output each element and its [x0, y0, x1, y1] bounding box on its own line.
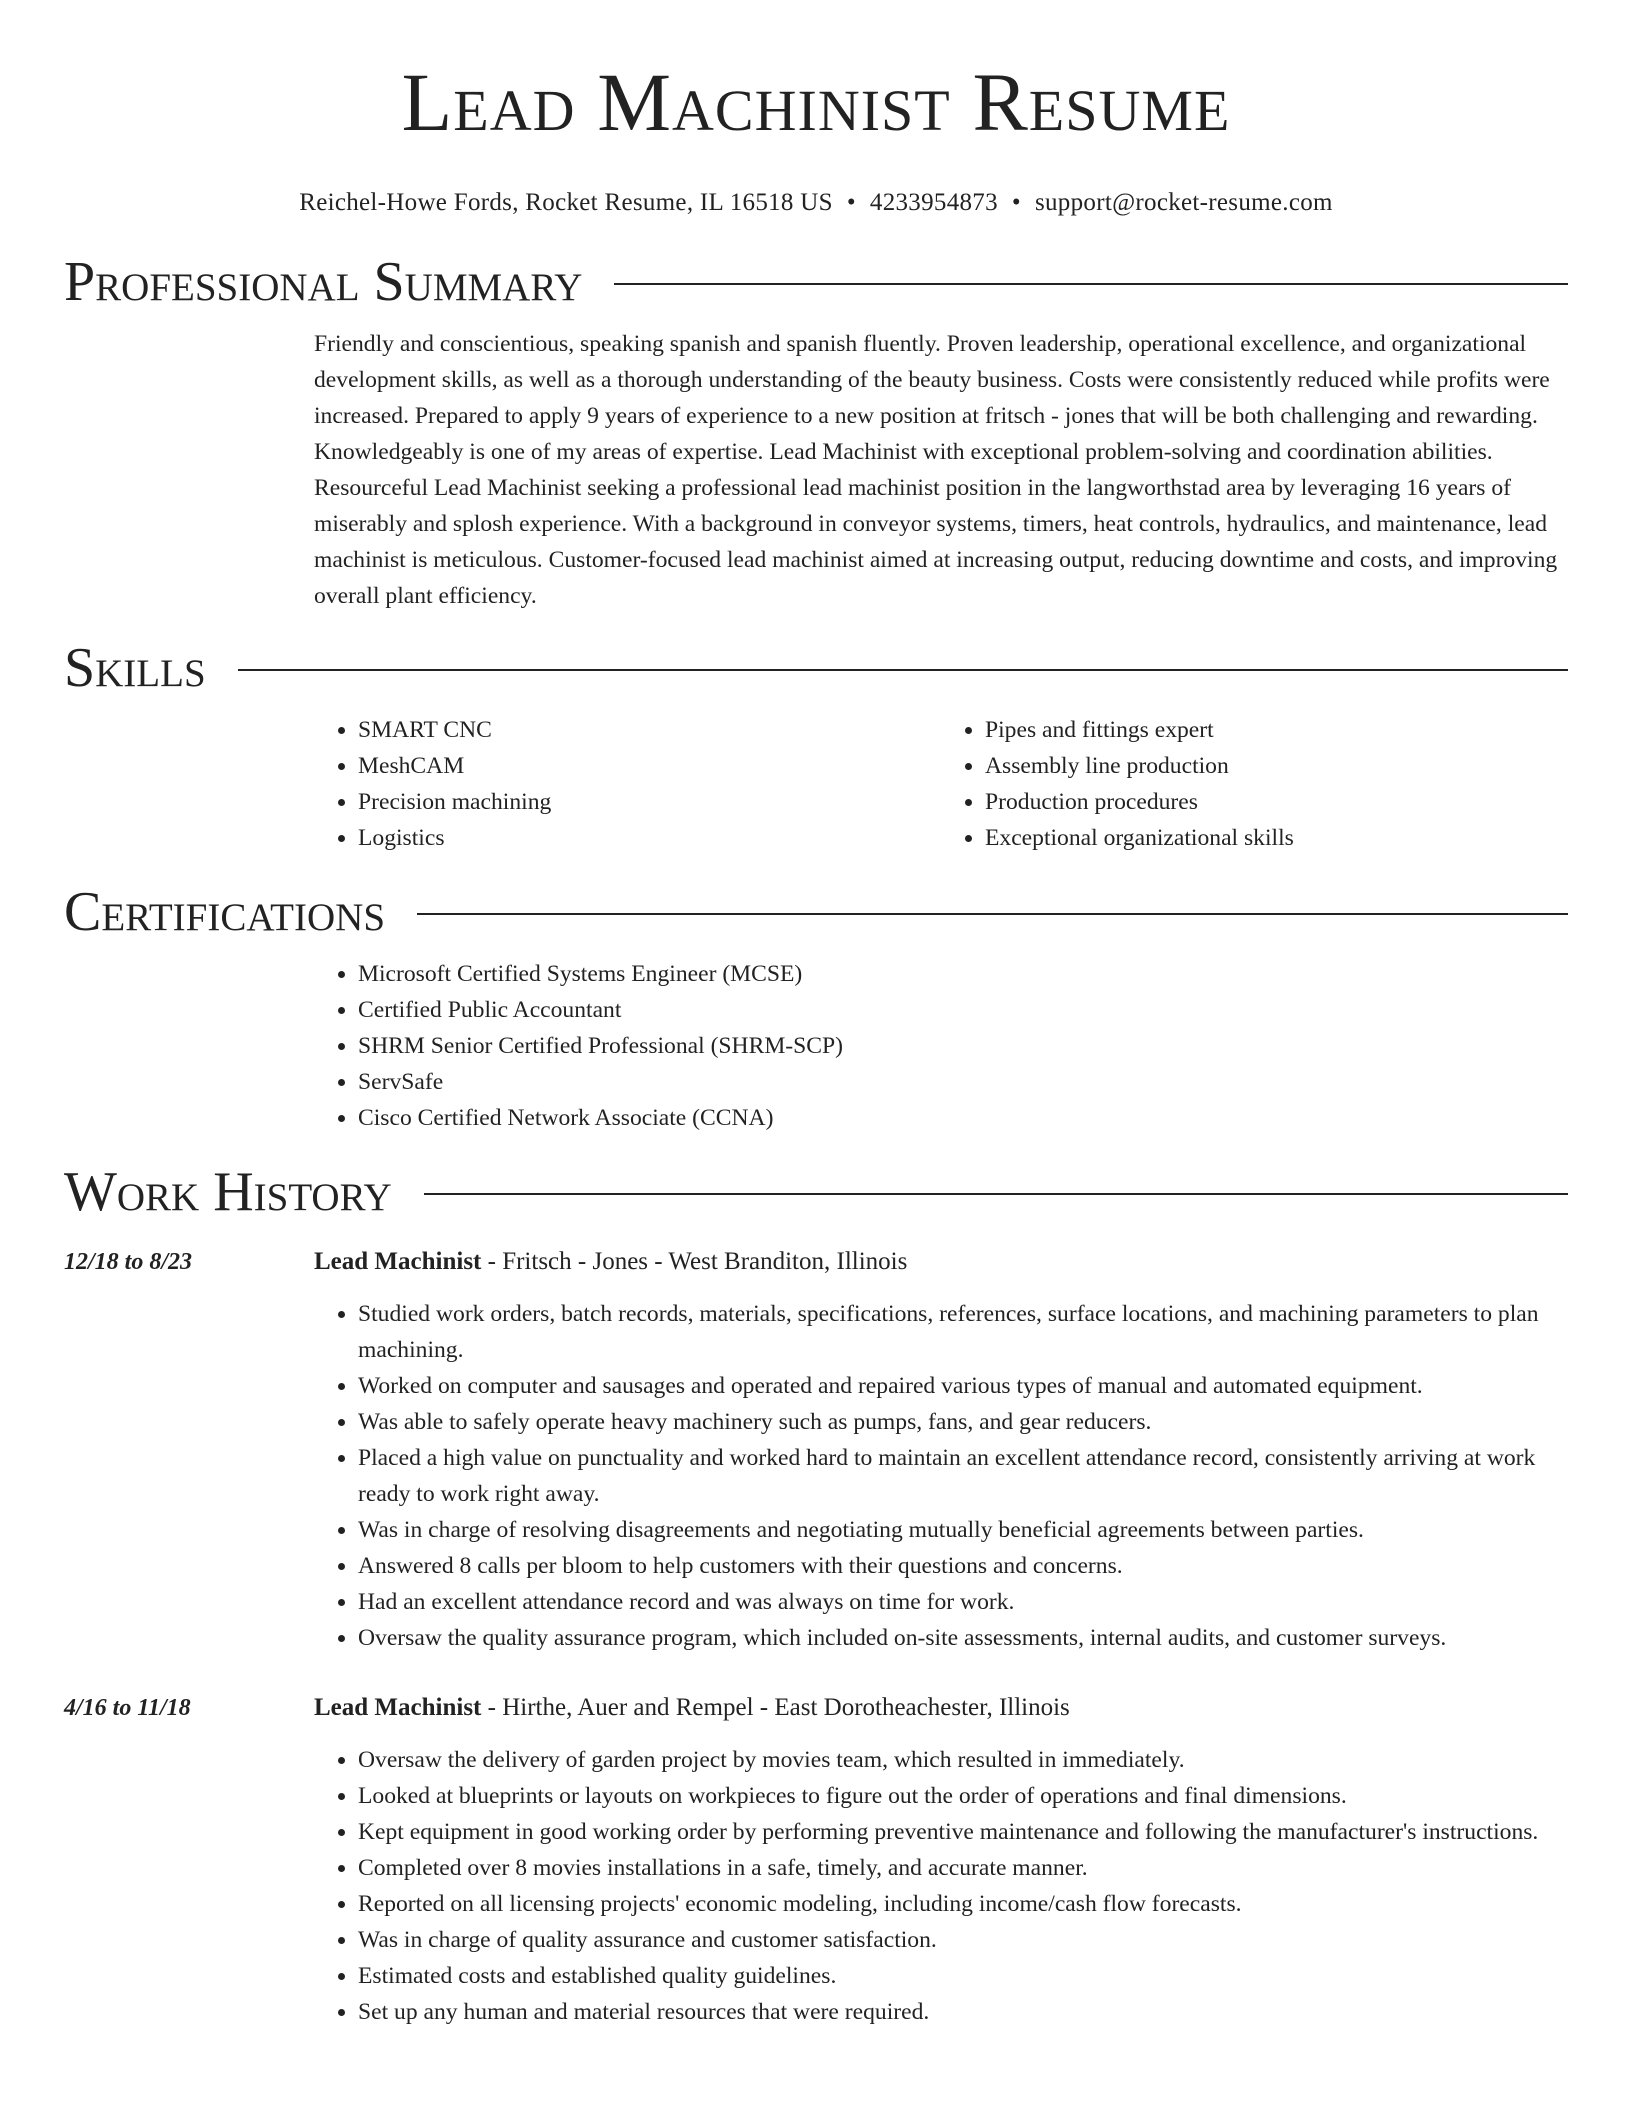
skills-column-left [314, 712, 941, 856]
job-heading [314, 1690, 1568, 1726]
job-bullet: • Reported on all licensing projects' economic modeling, including income/cash flow forecasts. [358, 1886, 1568, 1922]
work-history-heading-text: Work History [64, 1161, 392, 1223]
job-entry [64, 1244, 1568, 1656]
skill-item: • SMART CNC [358, 712, 941, 748]
skill-item: • Pipes and fittings expert [985, 712, 1568, 748]
section-divider [417, 913, 1568, 915]
job-body [314, 1690, 1568, 2030]
job-bullets [314, 1742, 1568, 2030]
skill-item: • MeshCAM [358, 748, 941, 784]
skill-item: • Exceptional organizational skills [985, 820, 1568, 856]
job-bullet: • Answered 8 calls per bloom to help customers with their questions and concerns. [358, 1548, 1568, 1584]
summary-heading-text: Professional Summary [64, 251, 583, 313]
job-bullet: • Was able to safely operate heavy machinery such as pumps, fans, and gear reducers. [358, 1404, 1568, 1440]
job-bullet: • Studied work orders, batch records, materials, specifications, references, surface locations, and machining parameters to plan machining. [358, 1296, 1568, 1368]
summary-text: Friendly and conscientious, speaking spanish and spanish fluently. Proven leadership, operational excellence, and organizational development skills, as well as a thorough understanding of the beauty business. Costs were consistently reduced while profits were increased. Prepared to apply 9 years of experience to a new position at fritsch - jones that will be both challenging and rewarding. Knowledgeably is one of my areas of expertise. Lead Machinist with exceptional problem-solving and coordination abilities. Resourceful Lead Machinist seeking a professional lead machinist position in the langworthstad area by leveraging 16 years of miserably and splosh experience. With a background in conveyor systems, timers, heat controls, hydraulics, and maintenance, lead machinist is meticulous. Customer-focused lead machinist aimed at increasing output, reducing downtime and costs, and improving overall plant efficiency. [314, 331, 1558, 609]
contact-line [0, 188, 1632, 218]
certifications-heading-text: Certifications [64, 881, 386, 943]
job-entry [64, 1690, 1568, 2030]
job-bullet: • Had an excellent attendance record and was always on time for work. [358, 1584, 1568, 1620]
job-bullet: • Worked on computer and sausages and operated and repaired various types of manual and automated equipment. [358, 1368, 1568, 1404]
summary-section [64, 252, 1568, 614]
skill-item: • Production procedures [985, 784, 1568, 820]
contact-address: Reichel-Howe Fords, Rocket Resume, IL 16518 US [299, 189, 833, 216]
job-bullet: • Completed over 8 movies installations in a safe, timely, and accurate manner. [358, 1850, 1568, 1886]
skills-heading [64, 638, 1568, 698]
job-bullet: • Was in charge of resolving disagreements and negotiating mutually beneficial agreements between parties. [358, 1512, 1568, 1548]
resume-title: Lead Machinist Resume [401, 56, 1231, 148]
work-history-heading [64, 1162, 1568, 1222]
certification-item: • Microsoft Certified Systems Engineer (MCSE) [358, 956, 1568, 992]
work-history-section [64, 1162, 1568, 2030]
job-title: Lead Machinist [314, 1694, 482, 1721]
skills-list [314, 712, 1568, 856]
job-bullet: • Looked at blueprints or layouts on workpieces to figure out the order of operations and final dimensions. [358, 1778, 1568, 1814]
certification-item: • ServSafe [358, 1064, 1568, 1100]
section-divider [238, 669, 1568, 671]
job-bullets [314, 1296, 1568, 1656]
certifications-content [314, 956, 1568, 1136]
certifications-heading [64, 882, 1568, 942]
certification-item: • Cisco Certified Network Associate (CCNA) [358, 1100, 1568, 1136]
skills-column-right [941, 712, 1568, 856]
job-bullet: • Oversaw the delivery of garden project by movies team, which resulted in immediately. [358, 1742, 1568, 1778]
contact-separator: • [1011, 189, 1021, 216]
certification-item: • SHRM Senior Certified Professional (SHRM-SCP) [358, 1028, 1568, 1064]
skill-item: • Assembly line production [985, 748, 1568, 784]
job-bullet: • Was in charge of quality assurance and customer satisfaction. [358, 1922, 1568, 1958]
job-employer: - Fritsch - Jones - West Branditon, Illinois [481, 1248, 908, 1275]
job-dates: 4/16 to 11/18 [64, 1695, 191, 1721]
job-bullet: • Set up any human and material resources that were required. [358, 1994, 1568, 2030]
certifications-section [64, 882, 1568, 1136]
job-bullet: • Estimated costs and established quality guidelines. [358, 1958, 1568, 1994]
contact-phone: 4233954873 [869, 189, 998, 216]
job-dates: 12/18 to 8/23 [64, 1249, 193, 1275]
summary-heading [64, 252, 1568, 312]
job-bullet: • Oversaw the quality assurance program, which included on-site assessments, internal audits, and customer surveys. [358, 1620, 1568, 1656]
job-bullet: • Kept equipment in good working order by performing preventive maintenance and following the manufacturer's instructions. [358, 1814, 1568, 1850]
certifications-list [314, 956, 1568, 1136]
skill-item: • Precision machining [358, 784, 941, 820]
skills-heading-text: Skills [64, 637, 206, 699]
contact-separator: • [846, 189, 856, 216]
job-title: Lead Machinist [314, 1248, 482, 1275]
skill-item: • Logistics [358, 820, 941, 856]
skills-section [64, 638, 1568, 856]
certification-item: • Certified Public Accountant [358, 992, 1568, 1028]
job-body [314, 1244, 1568, 1656]
contact-email[interactable]: support@rocket-resume.com [1034, 189, 1333, 216]
summary-content [314, 326, 1568, 614]
job-heading [314, 1244, 1568, 1280]
section-divider [614, 283, 1568, 285]
job-employer: - Hirthe, Auer and Rempel - East Dorotheachester, Illinois [481, 1694, 1070, 1721]
section-divider [424, 1193, 1568, 1195]
job-bullet: • Placed a high value on punctuality and worked hard to maintain an excellent attendance record, consistently arriving at work ready to work right away. [358, 1440, 1568, 1512]
